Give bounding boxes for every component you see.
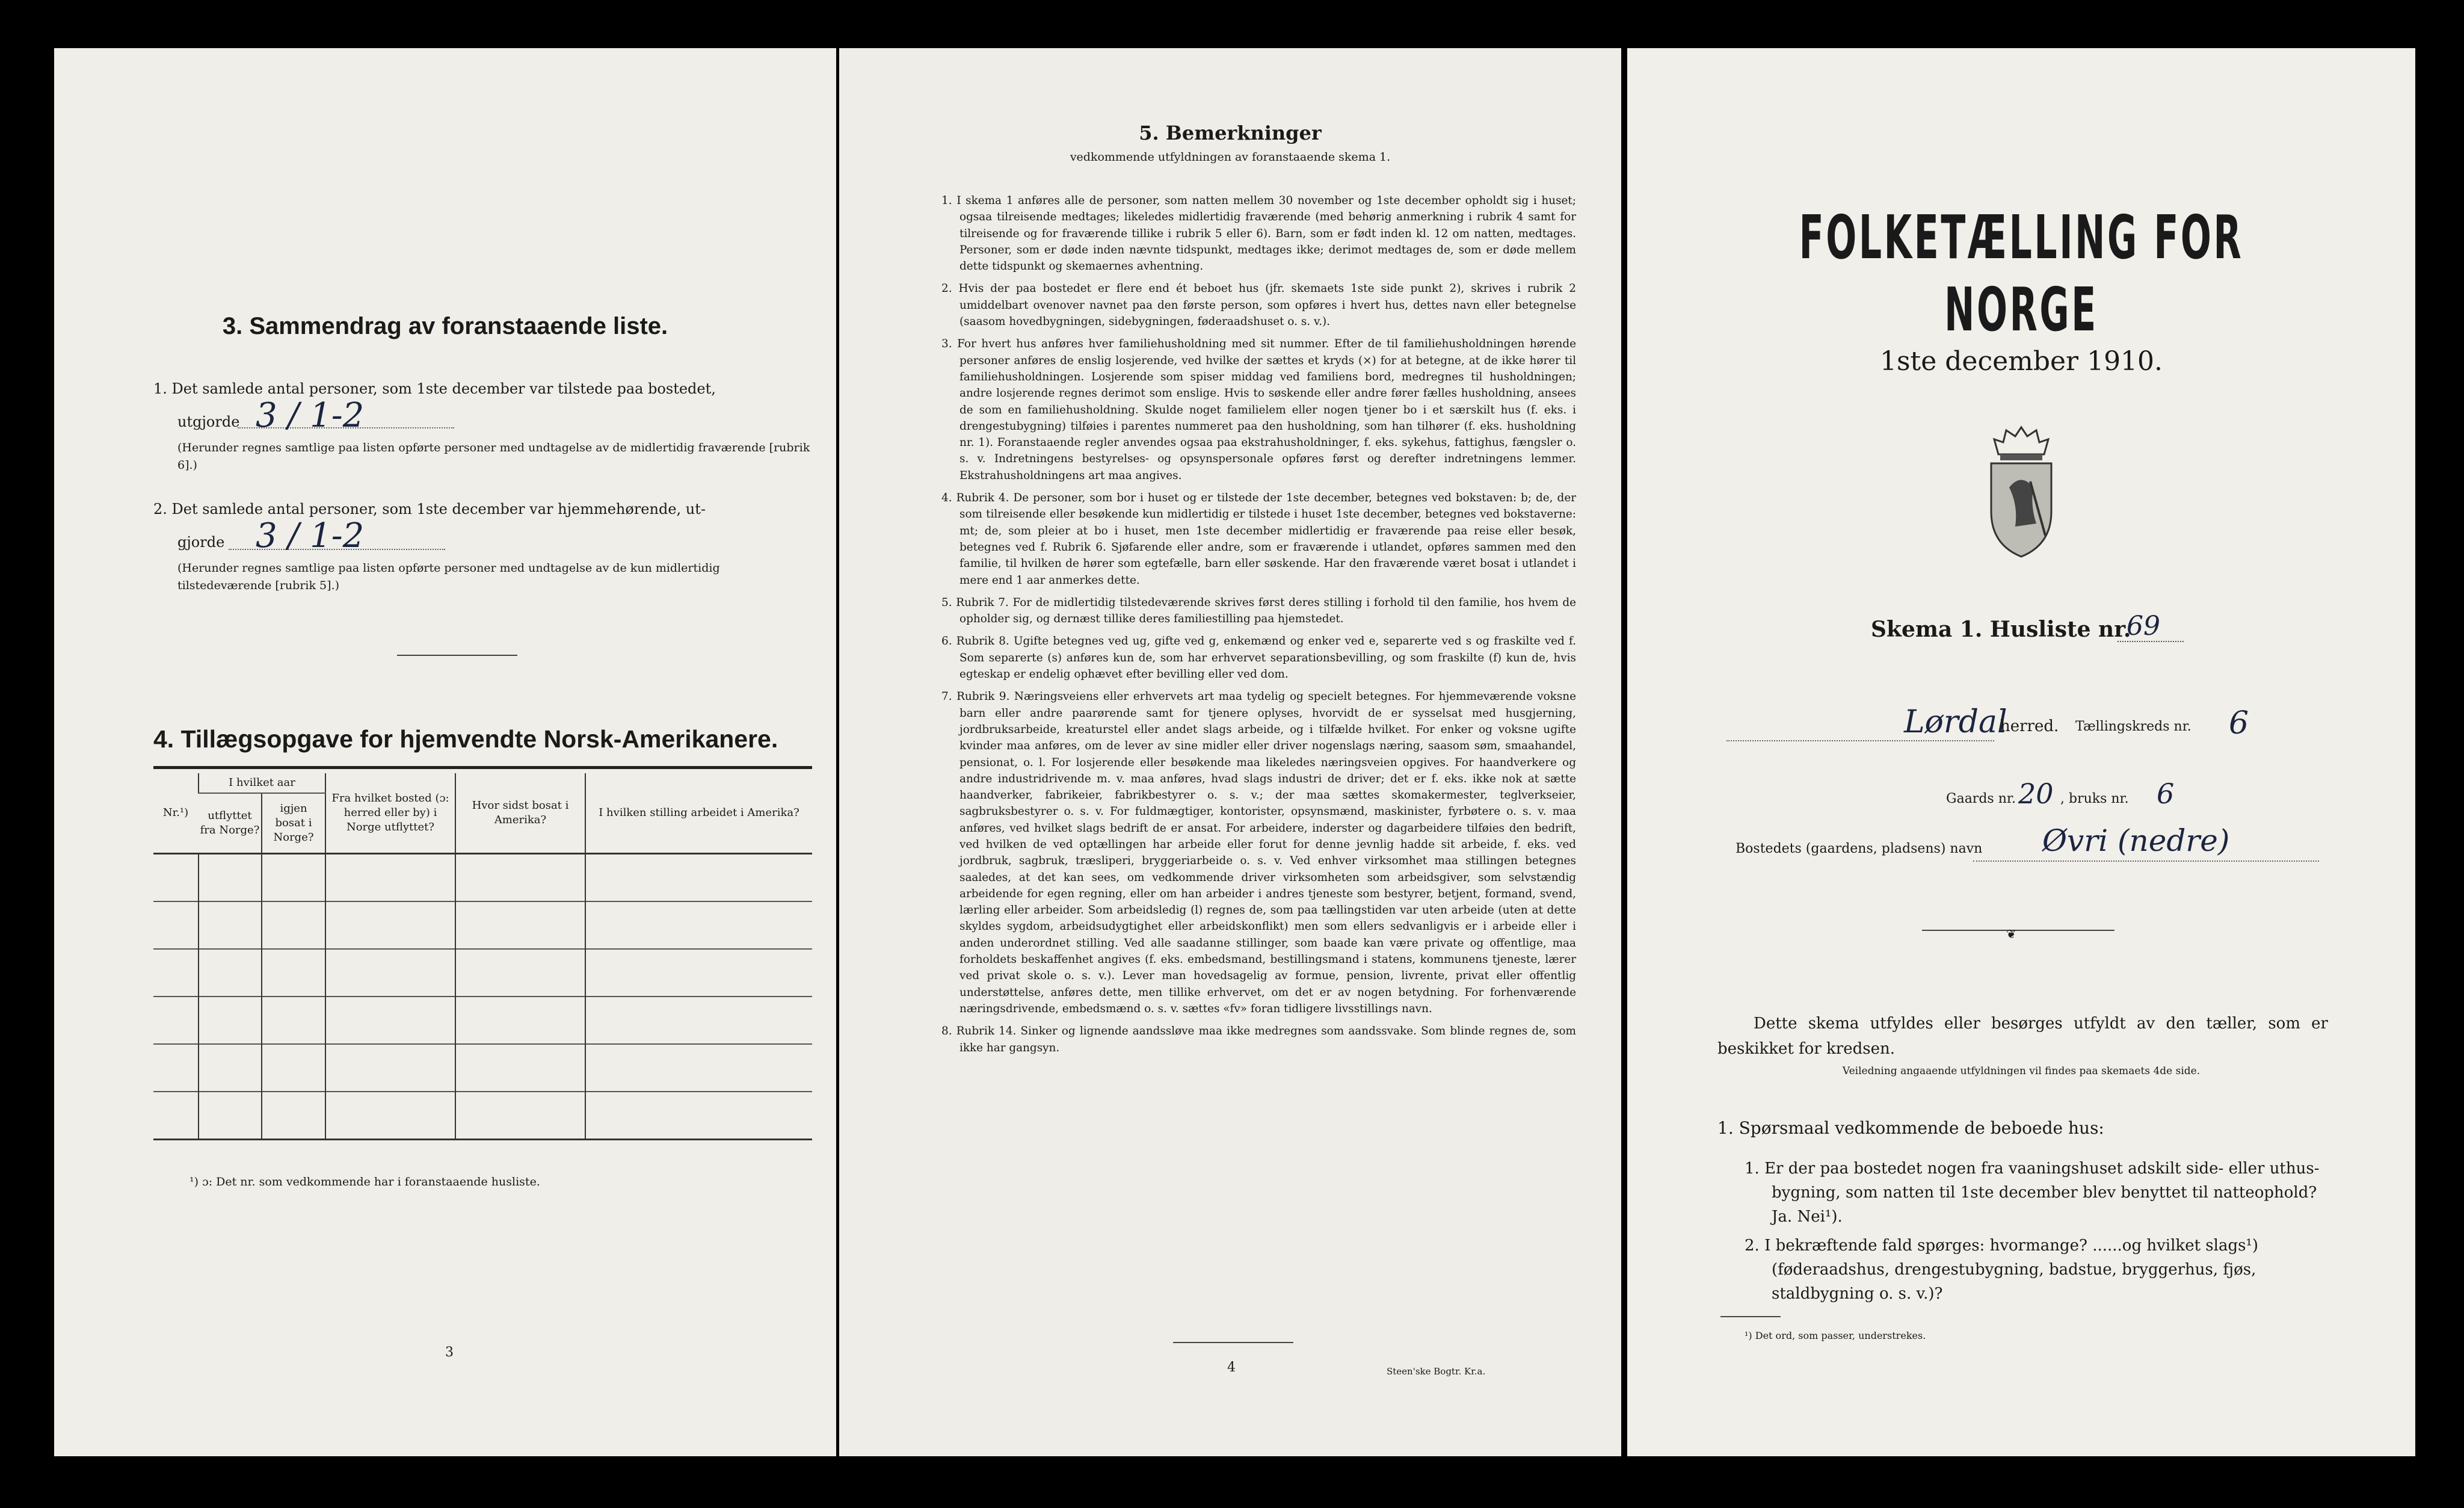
bosted-label: Bostedets (gaardens, pladsens) navn <box>1736 841 1983 856</box>
item2-text: 2. Det samlede antal personer, som 1ste december var hjemmehørende, ut- <box>153 501 706 518</box>
col-fra-bosted: Fra hvilket bosted (ɔ: herred eller by) i Norge utflyttet? <box>325 773 455 854</box>
ornament-icon: ❦ <box>2006 927 2016 941</box>
col-nr: Nr.¹) <box>153 773 199 854</box>
kreds-value: 6 <box>2229 705 2249 741</box>
footnote: ¹) Det ord, som passer, understrekes. <box>1745 1330 1926 1341</box>
herred-value: Lørdal <box>1904 704 2007 740</box>
instruction-text: Dette skema utfyldes eller besørges utfyldt av den tæller, som er beskikket for kredsen. <box>1717 1015 2328 1058</box>
gaards-label: Gaards nr. <box>1946 791 2016 806</box>
divider <box>397 655 517 656</box>
printer-mark: Steen'ske Bogtr. Kr.a. <box>1387 1366 1486 1377</box>
page-number: 4 <box>1227 1360 1236 1375</box>
remarks-list <box>941 193 1576 1062</box>
item1-note: (Herunder regnes samtlige paa listen opførte personer med undtagelse av de midlertidig fraværende [rubrik 6].) <box>177 441 810 472</box>
coat-of-arms-icon <box>1973 421 2069 560</box>
item2-value: 3 / 1-2 <box>256 516 365 555</box>
kreds-label: Tællingskreds nr. <box>2075 719 2191 734</box>
page-number: 3 <box>445 1345 454 1360</box>
remark-item: 1. I skema 1 anføres alle de personer, som natten mellem 30 november og 1ste december opholdt sig i huset; ogsaa tilreisende medtages; likeledes midlertidig fraværende (med behørig anmerkning i rubrik 4 samt for tilreisende og for fraværende tillike i rubrik 5 eller 6). Barn, som er født inden kl. 12 om natten, medtages. Personer, som er døde inden nævnte tidspunkt, medtages ikke; derimot medtages de, som er døde mellem dette tidspunkt og skemaernes avhentning. <box>941 194 1576 273</box>
col-group-year: I hvilket aar <box>199 773 325 793</box>
item1-prefix: utgjorde <box>177 413 240 430</box>
page-1 <box>1627 48 2415 1456</box>
table-row <box>153 949 812 997</box>
item2-prefix: gjorde <box>177 534 225 551</box>
veiledning-text: Veiledning angaaende utfyldningen vil findes paa skemaets 4de side. <box>1842 1065 2201 1077</box>
husliste-nr: 69 <box>2127 611 2160 641</box>
section3-title: 3. Sammendrag av foranstaaende liste. <box>222 313 668 339</box>
remark-item: 3. For hvert hus anføres hver familiehusholdning med sit nummer. Efter de til familiehusholdningen hørende personer anføres de enslig losjerende, ved hvilke der sættes et kryds (×) for at betegne, at de ikke hører til familiehusholdningen. Losjerende som spiser middag ved familiens bord, medregnes til husholdningen; andre losjerende regnes derimot som enslige. Hvis to søskende eller andre fører fælles husholdning, ansees de som en familiehusholdning. Skulde noget familielem eller nogen tjener bo i et særskilt hus (f. eks. i drengestubygning) tilføies i parentes nummeret paa den husholdning, som han tilhører (f. eks. husholdning nr. 1). Foranstaaende regler anvendes ogsaa paa ekstrahusholdninger, f. eks. sykehus, fattighus, fængsler o. s. v. Indretningens bestyrelses- og opsynspersonale opføres først og derefter indretningens lemmer. Ekstrahusholdningens art maa angives. <box>941 338 1576 482</box>
page-4 <box>839 48 1621 1456</box>
item1-text: 1. Det samlede antal personer, som 1ste december var tilstede paa bostedet, <box>153 380 716 397</box>
footnote-rule <box>1720 1316 1781 1317</box>
remark-item: 5. Rubrik 7. For de midlertidig tilstedeværende skrives først deres stilling i forhold til den familie, hos hvem de opholder sig, og dernæst tillike deres familiestilling paa hjemstedet. <box>941 596 1576 626</box>
col-hvor-bosat: Hvor sidst bosat i Amerika? <box>455 773 585 854</box>
gaards-value: 20 <box>2018 777 2054 810</box>
remark-item: 2. Hvis der paa bostedet er flere end ét beboet hus (jfr. skemaets 1ste side punkt 2), skrives i rubrik 2 umiddelbart ovenover navnet paa den første person, som opføres i hvert hus, dettes navn eller betegnelse (saasom hovedbygningen, sidebygningen, føderaadshuset o. s. v.). <box>941 282 1576 329</box>
remarks-title: 5. Bemerkninger <box>1139 122 1322 144</box>
remark-item: 6. Rubrik 8. Ugifte betegnes ved ug, gifte ved g, enkemænd og enker ved e, separerte ved s og fraskilte ved f. Som separerte (s) anføres kun de, som har erhvervet separationsbevilling, og som fraskilte (f) kun de, hvis egteskap er endelig ophævet efter bevilling eller ved dom. <box>941 635 1576 681</box>
norsk-amerikaner-table <box>153 773 812 1140</box>
skema-label: Skema 1. Husliste nr. <box>1871 617 2131 642</box>
census-date: 1ste december 1910. <box>1879 346 2163 377</box>
remark-item: 7. Rubrik 9. Næringsveiens eller erhvervets art maa tydelig og specielt betegnes. For hjemmeværende voksne barn eller andre paarørende samt for tjenere oplyses, hvorvidt de er sysselsat med husgjerning, jordbruksarbeide, kreaturstel eller andet slags arbeide, og i tilfælde hvilket. For enker og voksne ugifte kvinder maa anføres, om de lever av sine midler eller driver nogenslags næring, saasom søm, smaahandel, pensionat, o. l. For losjerende eller besøkende maa likeledes næringsveien opgives. For haandverkere og andre industridrivende m. v. maa anføres, hvad slags industri de driver; det er f. eks. ikke nok at sætte haandverker, fabrikeier, fabrikbestyrer o. s. v.; der maa sættes skomakermester, teglverkseier, sagbruksbestyrer o. s. v. For fuldmægtiger, kontorister, opsynsmænd, maskinister, fyrbøtere o. s. v. maa anføres, ved hvilket slags bedrift de er ansat. For arbeidere, inderster og dagarbeidere tilføies den bedrift, ved hvilken de ved optællingen har arbeide eller forut for denne jevnlig hadde sit arbeide, f. eks. ved jordbruk, sagbruk, træsliperi, bryggeriarbeide o. s. v. Ved enhver virksomhet maa stillingen betegnes saaledes, at det kan sees, om vedkommende driver virksomheten som arbeidsgiver, som selvstændig arbeidende for egen regning, eller om han arbeider i andres tjeneste som bestyrer, betjent, formand, svend, lærling eller arbeider. Som arbeidsledig (l) regnes de, som paa tællingstiden var uten arbeide (uten at dette skyldes sygdom, arbeidsudygtighet eller arbeidskonflikt) men som ellers sedvanligvis er i arbeide eller i anden underordnet stilling. Ved alle saadanne stillinger, som baade kan være private og offentlige, maa forholdets beskaffenhet angives (f. eks. embedsmand, bestillingsmand i statens, kommunens tjeneste, lærer ved privat skole o. s. v.). Lever man hovedsagelig av formue, pension, livrente, privat eller offentlig understøttelse, anføres dette, men tillike erhvervet, om det er av nogen betydning. For forhenværende næringsdrivende, embedsmænd o. s. v. sættes «fv» foran tidligere livsstillings navn. <box>941 690 1576 1015</box>
remarks-subtitle: vedkommende utfyldningen av foranstaaende skema 1. <box>1070 150 1391 164</box>
bosted-value: Øvri (nedre) <box>2042 823 2230 858</box>
ornament-divider <box>1922 930 2114 931</box>
census-title: FOLKETÆLLING FOR NORGE <box>1799 202 2244 345</box>
remark-item: 4. Rubrik 4. De personer, som bor i huset og er tilstede der 1ste december, betegnes ved bokstaven: b; de, der som tilreisende eller besøkende kun midlertidig er tilstede i huset 1ste december, betegnes ved bokstaverne: mt; de, som pleier at bo i huset, men 1ste december midlertidig er fraværende paa reise eller besøk, betegnes ved f. Rubrik 6. Sjøfarende eller andre, som er fraværende i utlandet, opføres sammen med den familie, til hvilken de hører som egtefælle, barn eller søskende. Har den fraværende været bosat i utlandet i mere end 1 aar anmerkes dette. <box>941 492 1576 587</box>
divider <box>1173 1342 1293 1343</box>
question-heading: 1. Spørsmaal vedkommende de beboede hus: <box>1717 1118 2104 1138</box>
bruks-value: 6 <box>2157 777 2175 810</box>
table-row <box>153 1092 812 1140</box>
table-row <box>153 1044 812 1092</box>
col-igjen-bosat: igjen bosat i Norge? <box>262 793 325 854</box>
table-row <box>153 854 812 902</box>
table-row <box>153 901 812 949</box>
table-top-rule <box>153 766 812 769</box>
col-stilling: I hvilken stilling arbeidet i Amerika? <box>585 773 812 854</box>
remark-item: 8. Rubrik 14. Sinker og lignende aandssløve maa ikke medregnes som aandssvake. Som blinde regnes de, som ikke har gangsyn. <box>941 1025 1576 1054</box>
table-row <box>153 997 812 1044</box>
item2-note: (Herunder regnes samtlige paa listen opførte personer med undtagelse av de kun midlertidig tilstedeværende [rubrik 5].) <box>177 561 720 592</box>
footnote: ¹) ɔ: Det nr. som vedkommende har i foranstaaende husliste. <box>189 1175 540 1188</box>
item1-value: 3 / 1-2 <box>256 396 365 435</box>
section4-title: 4. Tillægsopgave for hjemvendte Norsk-Amerikanere. <box>153 725 778 753</box>
herred-label: herred. <box>2000 717 2059 735</box>
page-3 <box>54 48 836 1456</box>
col-utflyttet: utflyttet fra Norge? <box>199 793 262 854</box>
question-2: 2. I bekræftende fald spørges: hvormange? ......og hvilket slags¹) (føderaadshus, drengestubygning, badstue, bryggerhus, fjøs, staldbygning o. s. v.)? <box>1745 1237 2259 1303</box>
question-1: 1. Er der paa bostedet nogen fra vaaningshuset adskilt side- eller uthus-bygning, som natten til 1ste december blev benyttet til natteophold? Ja. Nei¹). <box>1745 1160 2320 1226</box>
bruks-label: , bruks nr. <box>2060 791 2129 806</box>
